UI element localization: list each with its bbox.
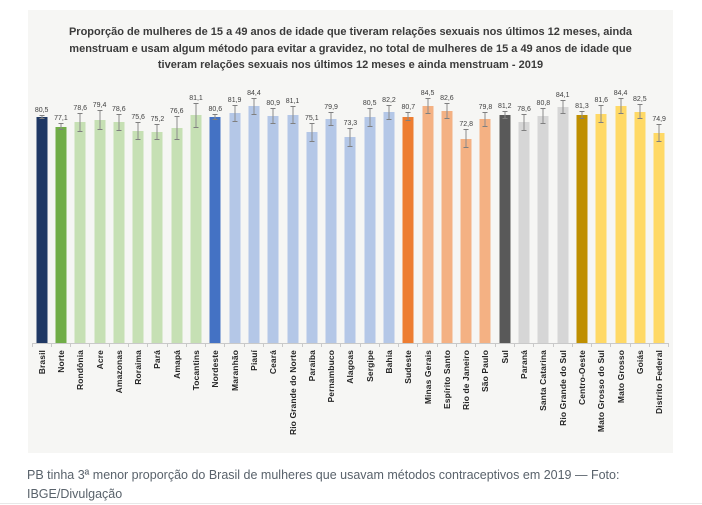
bar-value-label: 75,2 <box>150 115 165 123</box>
bar-group <box>341 87 360 343</box>
x-axis-label: São Paulo <box>480 349 491 392</box>
bar-value-label: 73,3 <box>343 120 358 128</box>
error-bar <box>367 108 372 127</box>
x-label-slot <box>630 344 649 462</box>
bar <box>268 116 279 343</box>
error-bar <box>58 123 63 130</box>
bar-group <box>611 87 630 343</box>
bar <box>55 127 66 343</box>
error-bar <box>329 112 334 127</box>
x-label-slot <box>206 344 225 462</box>
bar-value-label: 84,4 <box>247 89 261 97</box>
bar <box>461 139 472 343</box>
bar <box>480 119 491 342</box>
x-label-slot <box>71 344 90 462</box>
x-label-slot <box>225 344 244 462</box>
x-label-slot <box>418 344 437 462</box>
bar-group <box>71 87 90 343</box>
photo-caption: PB tinha 3ª menor proporção do Brasil de mulheres que usavam métodos contraceptivos em 2019 — Foto: IBGE/Divulgação <box>27 468 620 501</box>
x-axis-label: Norte <box>55 349 66 373</box>
bar <box>422 106 433 343</box>
x-axis-label: Sudeste <box>403 349 414 384</box>
bar <box>248 106 259 342</box>
bar-group <box>514 87 533 343</box>
x-axis-label: Tocantins <box>191 349 202 390</box>
bar <box>326 119 337 343</box>
bar <box>576 115 587 343</box>
bar-group <box>650 87 669 343</box>
bar <box>538 116 549 342</box>
x-label-slot <box>167 344 186 462</box>
bar-value-label: 84,4 <box>613 90 628 98</box>
error-bar <box>97 110 102 130</box>
x-label-slot <box>128 344 147 462</box>
divider <box>0 503 702 504</box>
error-bar <box>78 113 83 133</box>
error-bar <box>290 106 295 124</box>
bar-value-label: 79,4 <box>92 102 107 110</box>
bar-value-label: 78,6 <box>112 105 126 113</box>
error-bar <box>444 103 449 119</box>
x-label-slot <box>264 344 283 462</box>
x-axis-label: Roraima <box>133 349 144 385</box>
error-bar <box>541 108 546 124</box>
x-axis-label: Espírito Santo <box>441 349 452 409</box>
x-axis-label: Nordeste <box>210 349 221 388</box>
error-bar <box>579 111 584 119</box>
bar <box>75 122 86 342</box>
x-label-slot <box>109 344 128 462</box>
bar-group <box>379 87 398 343</box>
bar <box>113 122 124 342</box>
x-label-slot <box>32 344 51 462</box>
error-bar <box>425 98 430 114</box>
bar-value-label: 75,6 <box>131 113 145 121</box>
error-bar <box>155 124 160 141</box>
x-label-slot <box>244 344 263 462</box>
bar-group <box>244 87 263 343</box>
x-axis-label: Rio Grande do Sul <box>557 349 568 426</box>
bar <box>634 112 645 343</box>
error-bar <box>386 105 391 121</box>
bar-group <box>225 87 244 343</box>
bar <box>287 115 298 342</box>
error-bar <box>464 129 469 147</box>
bar-group <box>457 87 476 343</box>
bar-value-label: 82,5 <box>633 95 647 103</box>
x-label-slot <box>553 344 572 462</box>
error-bar <box>116 114 121 131</box>
bar-group <box>534 87 553 343</box>
x-label-slot <box>360 344 379 462</box>
x-label-slot <box>476 344 495 462</box>
error-bar <box>174 116 179 140</box>
bar-group <box>592 87 611 343</box>
bar-group <box>360 87 379 343</box>
error-bar <box>560 100 565 114</box>
x-label-slot <box>321 344 340 462</box>
bar-value-label: 82,6 <box>440 95 454 103</box>
x-label-slot <box>534 344 553 462</box>
bar-value-label: 80,5 <box>362 99 377 107</box>
error-bar <box>348 128 353 146</box>
x-axis-label: Maranhão <box>229 349 240 391</box>
error-bar <box>502 111 507 119</box>
x-label-slot <box>514 344 533 462</box>
bar-value-label: 79,8 <box>478 103 493 111</box>
bar-group <box>167 87 186 343</box>
bar-group <box>32 87 51 343</box>
x-axis-labels <box>32 344 669 462</box>
x-axis-label: Pernambuco <box>326 349 337 402</box>
error-bar <box>637 104 642 119</box>
x-label-slot <box>51 344 70 462</box>
bar-group <box>90 87 109 343</box>
bar-value-label: 78,6 <box>73 104 88 112</box>
x-label-slot <box>399 344 418 462</box>
x-axis-label: Rondônia <box>75 349 86 390</box>
bar-value-label: 80,8 <box>536 100 551 108</box>
x-axis-label: Acre <box>94 349 105 369</box>
error-bar <box>483 112 488 127</box>
x-label-slot <box>572 344 591 462</box>
bar-group <box>572 87 591 343</box>
x-axis-label: Santa Catarina <box>538 349 549 411</box>
bar-group <box>109 87 128 343</box>
x-label-slot <box>495 344 514 462</box>
x-axis-label: Sul <box>499 349 510 364</box>
bar-value-label: 81,1 <box>189 95 203 103</box>
bar-group <box>553 87 572 343</box>
error-bar <box>522 114 527 130</box>
bar-group <box>148 87 167 343</box>
bar <box>596 114 607 342</box>
x-label-slot <box>341 344 360 462</box>
bar-value-label: 79,9 <box>324 103 338 111</box>
bar-value-label: 80,7 <box>401 104 416 112</box>
bar-group <box>302 87 321 343</box>
bar <box>210 117 221 343</box>
bar <box>152 132 163 343</box>
x-label-slot <box>611 344 630 462</box>
error-bar <box>657 124 662 142</box>
bar-value-label: 81,1 <box>285 98 300 106</box>
x-label-slot <box>592 344 611 462</box>
bar-value-label: 84,5 <box>420 90 435 98</box>
x-label-slot <box>457 344 476 462</box>
error-bar <box>309 123 314 142</box>
bar-group <box>264 87 283 343</box>
error-bar <box>251 98 256 115</box>
bar-value-label: 78,6 <box>517 106 531 114</box>
x-label-slot <box>148 344 167 462</box>
bar-group <box>206 87 225 343</box>
x-axis-label: Alagoas <box>345 349 356 384</box>
bar-value-label: 81,2 <box>497 103 512 111</box>
x-axis-label: Mato Grosso do Sul <box>596 349 607 432</box>
x-label-slot <box>186 344 205 462</box>
x-label-slot <box>302 344 321 462</box>
bar-value-label: 84,1 <box>555 92 570 100</box>
bar-value-label: 82,2 <box>382 96 396 104</box>
x-axis-label: Bahia <box>383 349 394 374</box>
bar <box>306 132 317 342</box>
x-label-slot <box>283 344 302 462</box>
bar-plot <box>32 87 669 344</box>
bar-value-label: 74,9 <box>652 115 666 123</box>
error-bar <box>599 105 604 122</box>
bar-value-label: 80,5 <box>34 107 49 115</box>
x-axis-label: Amapá <box>171 349 182 379</box>
bar <box>36 117 47 342</box>
x-axis-label: Paraná <box>519 349 530 379</box>
chart-title: Proporção de mulheres de 15 a 49 anos de idade que tiveram relações sexuais nos últimos 12 meses, ainda menstruam e usam algum método para evitar a gravidez, no total de mulheres de 15 a 49 anos de idade que tiveram relações sexuais nos últimos 12 meses e ainda menstruam - 2019 <box>68 26 633 71</box>
error-bar <box>136 122 141 140</box>
bar-group <box>321 87 340 343</box>
bar <box>94 120 105 342</box>
bar <box>345 137 356 342</box>
bar <box>557 107 568 342</box>
bar-group <box>186 87 205 343</box>
bar <box>171 128 182 342</box>
bar-group <box>399 87 418 343</box>
x-axis-label: Paraíba <box>306 349 317 381</box>
bar-group <box>418 87 437 343</box>
x-axis-label: Piauí <box>248 349 259 371</box>
error-bar <box>406 112 411 120</box>
bar <box>499 115 510 342</box>
x-label-slot <box>379 344 398 462</box>
bar-group <box>630 87 649 343</box>
bar <box>403 117 414 343</box>
bar-group <box>437 87 456 343</box>
bar-value-label: 76,6 <box>169 107 184 115</box>
x-axis-label: Goiás <box>634 349 645 374</box>
error-bar <box>213 114 218 120</box>
error-bar <box>39 115 44 119</box>
bar-value-label: 75,1 <box>304 114 319 122</box>
bar-value-label: 80,6 <box>208 106 223 114</box>
bar-group <box>495 87 514 343</box>
x-label-slot <box>90 344 109 462</box>
bar <box>441 111 452 342</box>
bar-group <box>476 87 495 343</box>
error-bar <box>271 108 276 123</box>
bar <box>229 113 240 342</box>
bar-group <box>128 87 147 343</box>
x-axis-label: Distrito Federal <box>654 349 665 414</box>
x-axis-label: Brasil <box>36 349 47 374</box>
bar-group <box>51 87 70 343</box>
bar-value-label: 77,1 <box>54 115 68 123</box>
x-axis-label: Sergipe <box>364 349 375 382</box>
bar <box>133 131 144 343</box>
x-axis-label: Minas Gerais <box>422 349 433 404</box>
error-bar <box>618 98 623 114</box>
bar <box>519 122 530 342</box>
x-axis-label: Amazonas <box>113 349 124 393</box>
bar <box>364 117 375 342</box>
bar-value-label: 80,9 <box>266 100 281 108</box>
x-axis-label: Pará <box>152 349 163 369</box>
x-axis-label: Mato Grosso <box>615 349 626 403</box>
bar <box>615 106 626 342</box>
bar <box>383 112 394 342</box>
x-axis-label: Centro-Oeste <box>576 349 587 405</box>
x-axis-label: Ceará <box>268 349 279 374</box>
error-bar <box>194 103 199 128</box>
bar <box>654 133 665 343</box>
chart-panel <box>28 10 673 453</box>
bar-value-label: 81,3 <box>575 102 589 110</box>
bar-value-label: 72,8 <box>459 121 473 129</box>
bar-value-label: 81,9 <box>227 96 242 104</box>
bar-value-label: 81,6 <box>594 97 609 105</box>
x-axis-label: Rio Grande do Norte <box>287 349 298 435</box>
error-bar <box>232 105 237 122</box>
x-label-slot <box>650 344 669 462</box>
bar-group <box>283 87 302 343</box>
x-axis-label: Rio de Janeiro <box>461 349 472 410</box>
bar <box>191 115 202 342</box>
x-label-slot <box>437 344 456 462</box>
